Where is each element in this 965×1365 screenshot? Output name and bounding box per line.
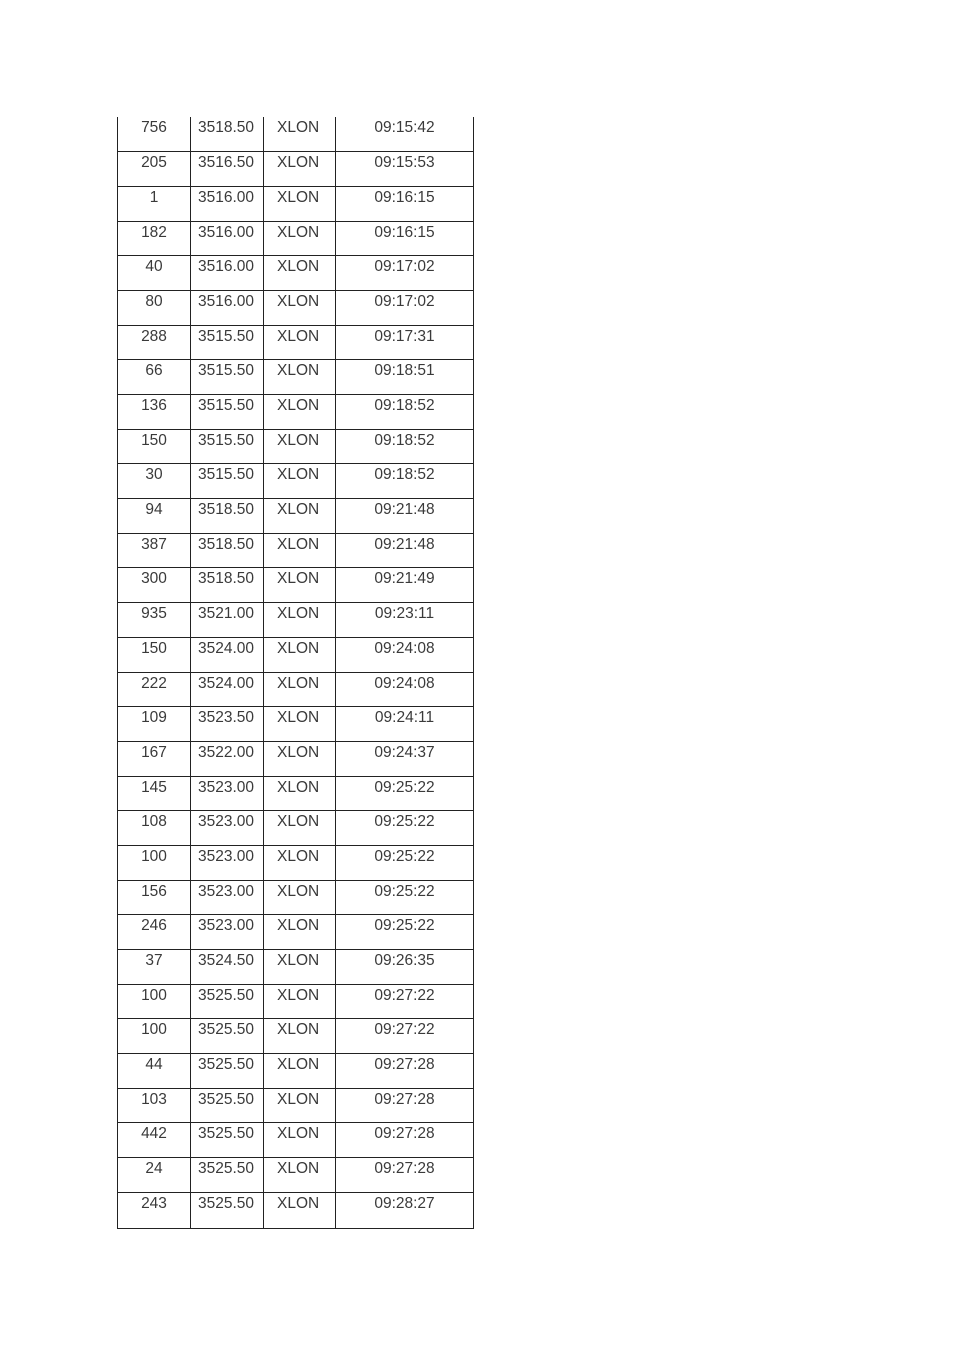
table-row [118,360,474,395]
price-cell: 3523.00 [191,776,264,811]
volume-cell: 1 [118,186,191,221]
table-row [118,603,474,638]
time-cell: 09:25:22 [336,811,474,846]
volume-cell: 156 [118,880,191,915]
venue-cell: XLON [264,776,336,811]
volume-cell: 150 [118,429,191,464]
price-cell: 3523.00 [191,915,264,950]
time-cell: 09:25:22 [336,845,474,880]
price-cell: 3525.50 [191,1123,264,1158]
table-row [118,499,474,534]
volume-cell: 136 [118,395,191,430]
volume-cell: 300 [118,568,191,603]
time-cell: 09:17:02 [336,290,474,325]
time-cell: 09:24:08 [336,637,474,672]
table-row [118,464,474,499]
price-cell: 3516.00 [191,186,264,221]
venue-cell: XLON [264,221,336,256]
time-cell: 09:24:08 [336,672,474,707]
venue-cell: XLON [264,672,336,707]
table-row [118,152,474,187]
time-cell: 09:24:37 [336,741,474,776]
venue-cell: XLON [264,152,336,187]
venue-cell: XLON [264,429,336,464]
volume-cell: 150 [118,637,191,672]
price-cell: 3516.50 [191,152,264,187]
venue-cell: XLON [264,256,336,291]
price-cell: 3524.00 [191,637,264,672]
time-cell: 09:23:11 [336,603,474,638]
volume-cell: 145 [118,776,191,811]
venue-cell: XLON [264,950,336,985]
venue-cell: XLON [264,499,336,534]
price-cell: 3522.00 [191,741,264,776]
venue-cell: XLON [264,603,336,638]
time-cell: 09:15:53 [336,152,474,187]
volume-cell: 935 [118,603,191,638]
volume-cell: 243 [118,1192,191,1228]
volume-cell: 246 [118,915,191,950]
table-row [118,1054,474,1089]
price-cell: 3525.50 [191,1192,264,1228]
table-row [118,221,474,256]
venue-cell: XLON [264,637,336,672]
venue-cell: XLON [264,1054,336,1089]
table-row [118,1158,474,1193]
price-cell: 3516.00 [191,256,264,291]
volume-cell: 288 [118,325,191,360]
venue-cell: XLON [264,1158,336,1193]
volume-cell: 100 [118,845,191,880]
table-row [118,880,474,915]
price-cell: 3523.00 [191,811,264,846]
venue-cell: XLON [264,880,336,915]
price-cell: 3525.50 [191,1019,264,1054]
time-cell: 09:28:27 [336,1192,474,1228]
venue-cell: XLON [264,741,336,776]
table-row [118,915,474,950]
price-cell: 3525.50 [191,1054,264,1089]
venue-cell: XLON [264,1123,336,1158]
time-cell: 09:21:48 [336,499,474,534]
volume-cell: 205 [118,152,191,187]
volume-cell: 387 [118,533,191,568]
price-cell: 3515.50 [191,464,264,499]
table-row [118,1019,474,1054]
time-cell: 09:25:22 [336,776,474,811]
price-cell: 3515.50 [191,325,264,360]
venue-cell: XLON [264,325,336,360]
volume-cell: 66 [118,360,191,395]
time-cell: 09:18:51 [336,360,474,395]
price-cell: 3515.50 [191,429,264,464]
volume-cell: 30 [118,464,191,499]
venue-cell: XLON [264,395,336,430]
price-cell: 3525.50 [191,1158,264,1193]
volume-cell: 167 [118,741,191,776]
price-cell: 3524.50 [191,950,264,985]
price-cell: 3518.50 [191,499,264,534]
venue-cell: XLON [264,915,336,950]
trade-rows [118,117,474,1228]
table-row [118,429,474,464]
volume-cell: 24 [118,1158,191,1193]
venue-cell: XLON [264,1019,336,1054]
venue-cell: XLON [264,117,336,152]
venue-cell: XLON [264,533,336,568]
price-cell: 3518.50 [191,568,264,603]
table-row [118,1192,474,1228]
time-cell: 09:18:52 [336,429,474,464]
table-row [118,290,474,325]
price-cell: 3523.00 [191,845,264,880]
price-cell: 3515.50 [191,360,264,395]
volume-cell: 103 [118,1088,191,1123]
volume-cell: 222 [118,672,191,707]
trade-table [117,117,474,1229]
venue-cell: XLON [264,568,336,603]
price-cell: 3518.50 [191,117,264,152]
volume-cell: 756 [118,117,191,152]
time-cell: 09:21:49 [336,568,474,603]
table-row [118,741,474,776]
price-cell: 3516.00 [191,290,264,325]
venue-cell: XLON [264,984,336,1019]
table-row [118,1088,474,1123]
volume-cell: 109 [118,707,191,742]
volume-cell: 37 [118,950,191,985]
time-cell: 09:27:22 [336,1019,474,1054]
volume-cell: 40 [118,256,191,291]
table-row [118,186,474,221]
price-cell: 3523.00 [191,880,264,915]
time-cell: 09:27:28 [336,1054,474,1089]
venue-cell: XLON [264,1192,336,1228]
time-cell: 09:17:02 [336,256,474,291]
table-row [118,325,474,360]
volume-cell: 182 [118,221,191,256]
time-cell: 09:16:15 [336,221,474,256]
table-row [118,568,474,603]
price-cell: 3521.00 [191,603,264,638]
volume-cell: 94 [118,499,191,534]
venue-cell: XLON [264,290,336,325]
volume-cell: 80 [118,290,191,325]
time-cell: 09:17:31 [336,325,474,360]
time-cell: 09:27:28 [336,1158,474,1193]
time-cell: 09:24:11 [336,707,474,742]
volume-cell: 100 [118,984,191,1019]
table-row [118,1123,474,1158]
volume-cell: 442 [118,1123,191,1158]
venue-cell: XLON [264,811,336,846]
table-row [118,984,474,1019]
time-cell: 09:25:22 [336,915,474,950]
table-row [118,672,474,707]
table-row [118,950,474,985]
price-cell: 3515.50 [191,395,264,430]
venue-cell: XLON [264,845,336,880]
price-cell: 3525.50 [191,984,264,1019]
price-cell: 3524.00 [191,672,264,707]
time-cell: 09:27:28 [336,1123,474,1158]
volume-cell: 100 [118,1019,191,1054]
table-row [118,533,474,568]
volume-cell: 108 [118,811,191,846]
time-cell: 09:16:15 [336,186,474,221]
venue-cell: XLON [264,707,336,742]
time-cell: 09:25:22 [336,880,474,915]
venue-cell: XLON [264,1088,336,1123]
price-cell: 3516.00 [191,221,264,256]
time-cell: 09:27:22 [336,984,474,1019]
time-cell: 09:21:48 [336,533,474,568]
table-row [118,637,474,672]
venue-cell: XLON [264,464,336,499]
table-row [118,845,474,880]
table-row [118,117,474,152]
venue-cell: XLON [264,360,336,395]
table-row [118,256,474,291]
volume-cell: 44 [118,1054,191,1089]
price-cell: 3523.50 [191,707,264,742]
price-cell: 3518.50 [191,533,264,568]
time-cell: 09:18:52 [336,395,474,430]
table-row [118,776,474,811]
time-cell: 09:26:35 [336,950,474,985]
price-cell: 3525.50 [191,1088,264,1123]
venue-cell: XLON [264,186,336,221]
table-row [118,811,474,846]
table-row [118,707,474,742]
time-cell: 09:27:28 [336,1088,474,1123]
table-row [118,395,474,430]
time-cell: 09:18:52 [336,464,474,499]
time-cell: 09:15:42 [336,117,474,152]
